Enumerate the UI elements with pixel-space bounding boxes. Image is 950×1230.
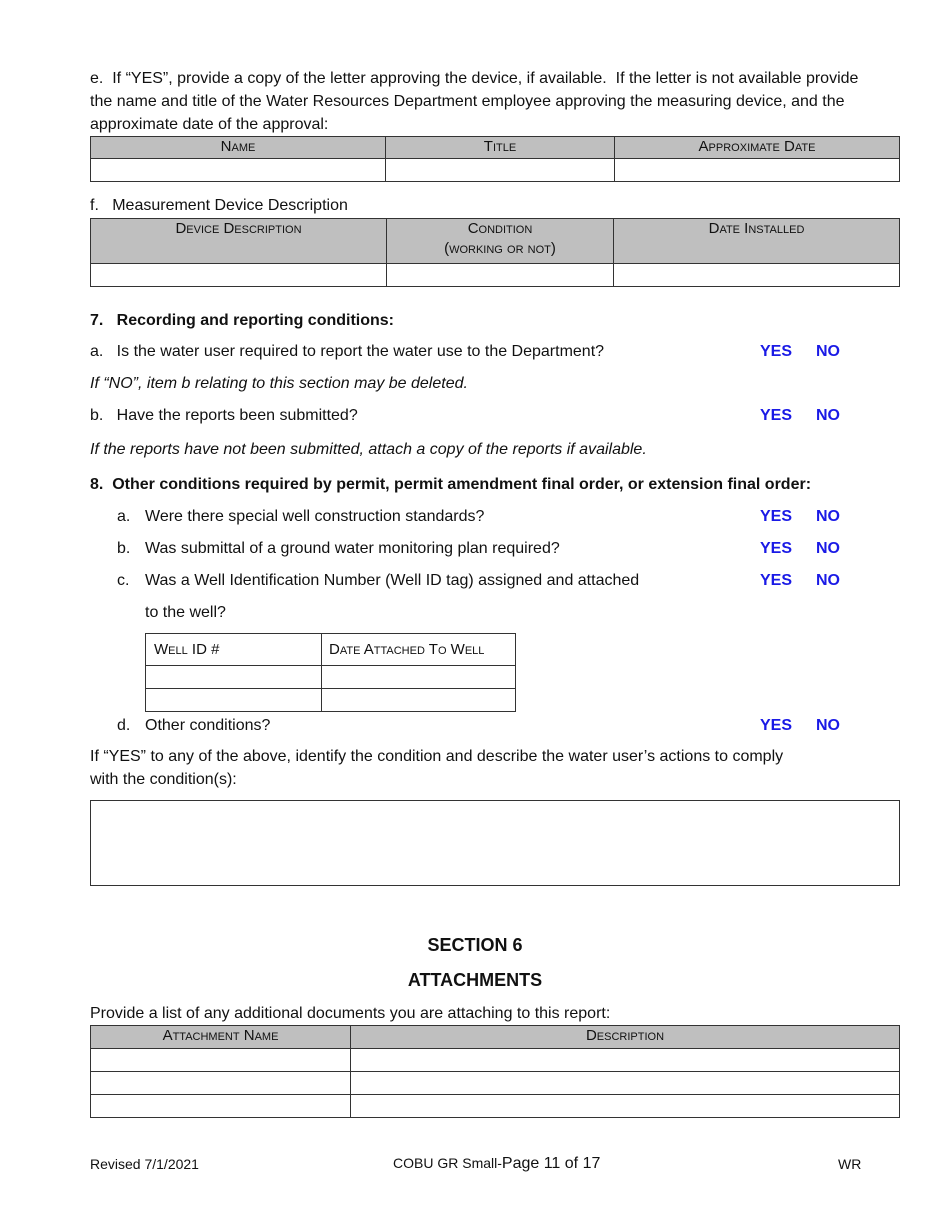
approximate-date-cell[interactable]	[615, 159, 900, 182]
no-option-8c[interactable]: NO	[816, 572, 840, 589]
question-8b-letter: b.	[117, 540, 131, 557]
well-id-cell[interactable]	[146, 689, 322, 712]
title-cell[interactable]	[386, 159, 615, 182]
well-id-table	[145, 633, 516, 712]
yes-option-7a[interactable]: YES	[760, 343, 793, 360]
attachment-name-cell[interactable]	[91, 1049, 351, 1072]
col-date-installed: Date Installed	[614, 219, 900, 264]
no-option-8d[interactable]: NO	[816, 717, 840, 734]
footer-revised: Revised 7/1/2021	[90, 1156, 199, 1172]
question-8d-letter: d.	[117, 717, 131, 734]
question-8c-line2: to the well?	[145, 604, 226, 621]
col-device-description: Device Description	[91, 219, 387, 264]
col-description: Description	[351, 1026, 900, 1049]
date-attached-cell[interactable]	[322, 666, 516, 689]
yes-option-8c[interactable]: YES	[760, 572, 793, 589]
no-option-8b[interactable]: NO	[816, 540, 840, 557]
attachment-description-cell[interactable]	[351, 1049, 900, 1072]
item-f-label: f. Measurement Device Description	[90, 197, 348, 214]
col-condition	[387, 219, 614, 264]
attachment-description-cell[interactable]	[351, 1095, 900, 1118]
question-8c-line1: Was a Well Identification Number (Well ID tag) assigned and attached	[145, 572, 640, 589]
col-approximate-date: Approximate Date	[615, 137, 900, 159]
condition-label: Condition	[467, 220, 533, 237]
footer-page-number: Page 11 of 17	[501, 1155, 601, 1172]
if-yes-instruction: If “YES” to any of the above, identify the condition and describe the water user’s actions to comply with the condition(s):	[90, 748, 784, 788]
attachments-title: ATTACHMENTS	[407, 970, 543, 990]
attachments-prompt: Provide a list of any additional documents you are attaching to this report:	[90, 1005, 611, 1022]
question-8c-letter: c.	[117, 572, 130, 589]
footer-code: WR	[838, 1156, 862, 1172]
section-8-heading: 8. Other conditions required by permit, permit amendment final order, or extension final order:	[90, 476, 812, 493]
item-e-text: e. If “YES”, provide a copy of the letter approving the device, if available. If the letter is not available provide the name and title of the Water Resources Department employee approving the measuring device, and the approximate date of the approval:	[90, 70, 859, 133]
yes-option-8b[interactable]: YES	[760, 540, 793, 557]
condition-sub-label: (working or not)	[444, 240, 556, 257]
yes-option-7b[interactable]: YES	[760, 407, 793, 424]
note-7-no: If “NO”, item b relating to this section may be deleted.	[90, 375, 468, 392]
question-7a: a. Is the water user required to report the water use to the Department?	[90, 343, 605, 360]
no-option-7b[interactable]: NO	[816, 407, 840, 424]
attachment-description-cell[interactable]	[351, 1072, 900, 1095]
col-name: Name	[91, 137, 386, 159]
device-table	[90, 218, 900, 287]
yes-option-8d[interactable]: YES	[760, 717, 793, 734]
col-date-attached: Date Attached To Well	[322, 634, 516, 666]
date-installed-cell[interactable]	[614, 264, 900, 287]
col-well-id: Well ID #	[146, 634, 322, 666]
condition-cell[interactable]	[387, 264, 614, 287]
conditions-response-box[interactable]	[90, 800, 900, 886]
no-option-7a[interactable]: NO	[816, 343, 840, 360]
section-6-title: SECTION 6	[427, 935, 523, 955]
yes-option-8a[interactable]: YES	[760, 508, 793, 525]
col-title: Title	[386, 137, 615, 159]
question-8a-letter: a.	[117, 508, 131, 525]
col-attachment-name: Attachment Name	[91, 1026, 351, 1049]
question-7b: b. Have the reports been submitted?	[90, 407, 358, 424]
question-8b: Was submittal of a ground water monitoring plan required?	[145, 540, 560, 557]
question-8d: Other conditions?	[145, 717, 271, 734]
date-attached-cell[interactable]	[322, 689, 516, 712]
attachment-name-cell[interactable]	[91, 1072, 351, 1095]
section-7-heading: 7. Recording and reporting conditions:	[90, 312, 395, 329]
well-id-cell[interactable]	[146, 666, 322, 689]
attachments-table	[90, 1025, 900, 1118]
footer-form-code: COBU GR Small-	[393, 1155, 502, 1171]
no-option-8a[interactable]: NO	[816, 508, 840, 525]
attachment-name-cell[interactable]	[91, 1095, 351, 1118]
footer-page-info	[393, 1152, 600, 1175]
approval-table	[90, 136, 900, 182]
question-8a: Were there special well construction standards?	[145, 508, 485, 525]
note-7-reports: If the reports have not been submitted, attach a copy of the reports if available.	[90, 441, 647, 458]
device-description-cell[interactable]	[91, 264, 387, 287]
name-cell[interactable]	[91, 159, 386, 182]
